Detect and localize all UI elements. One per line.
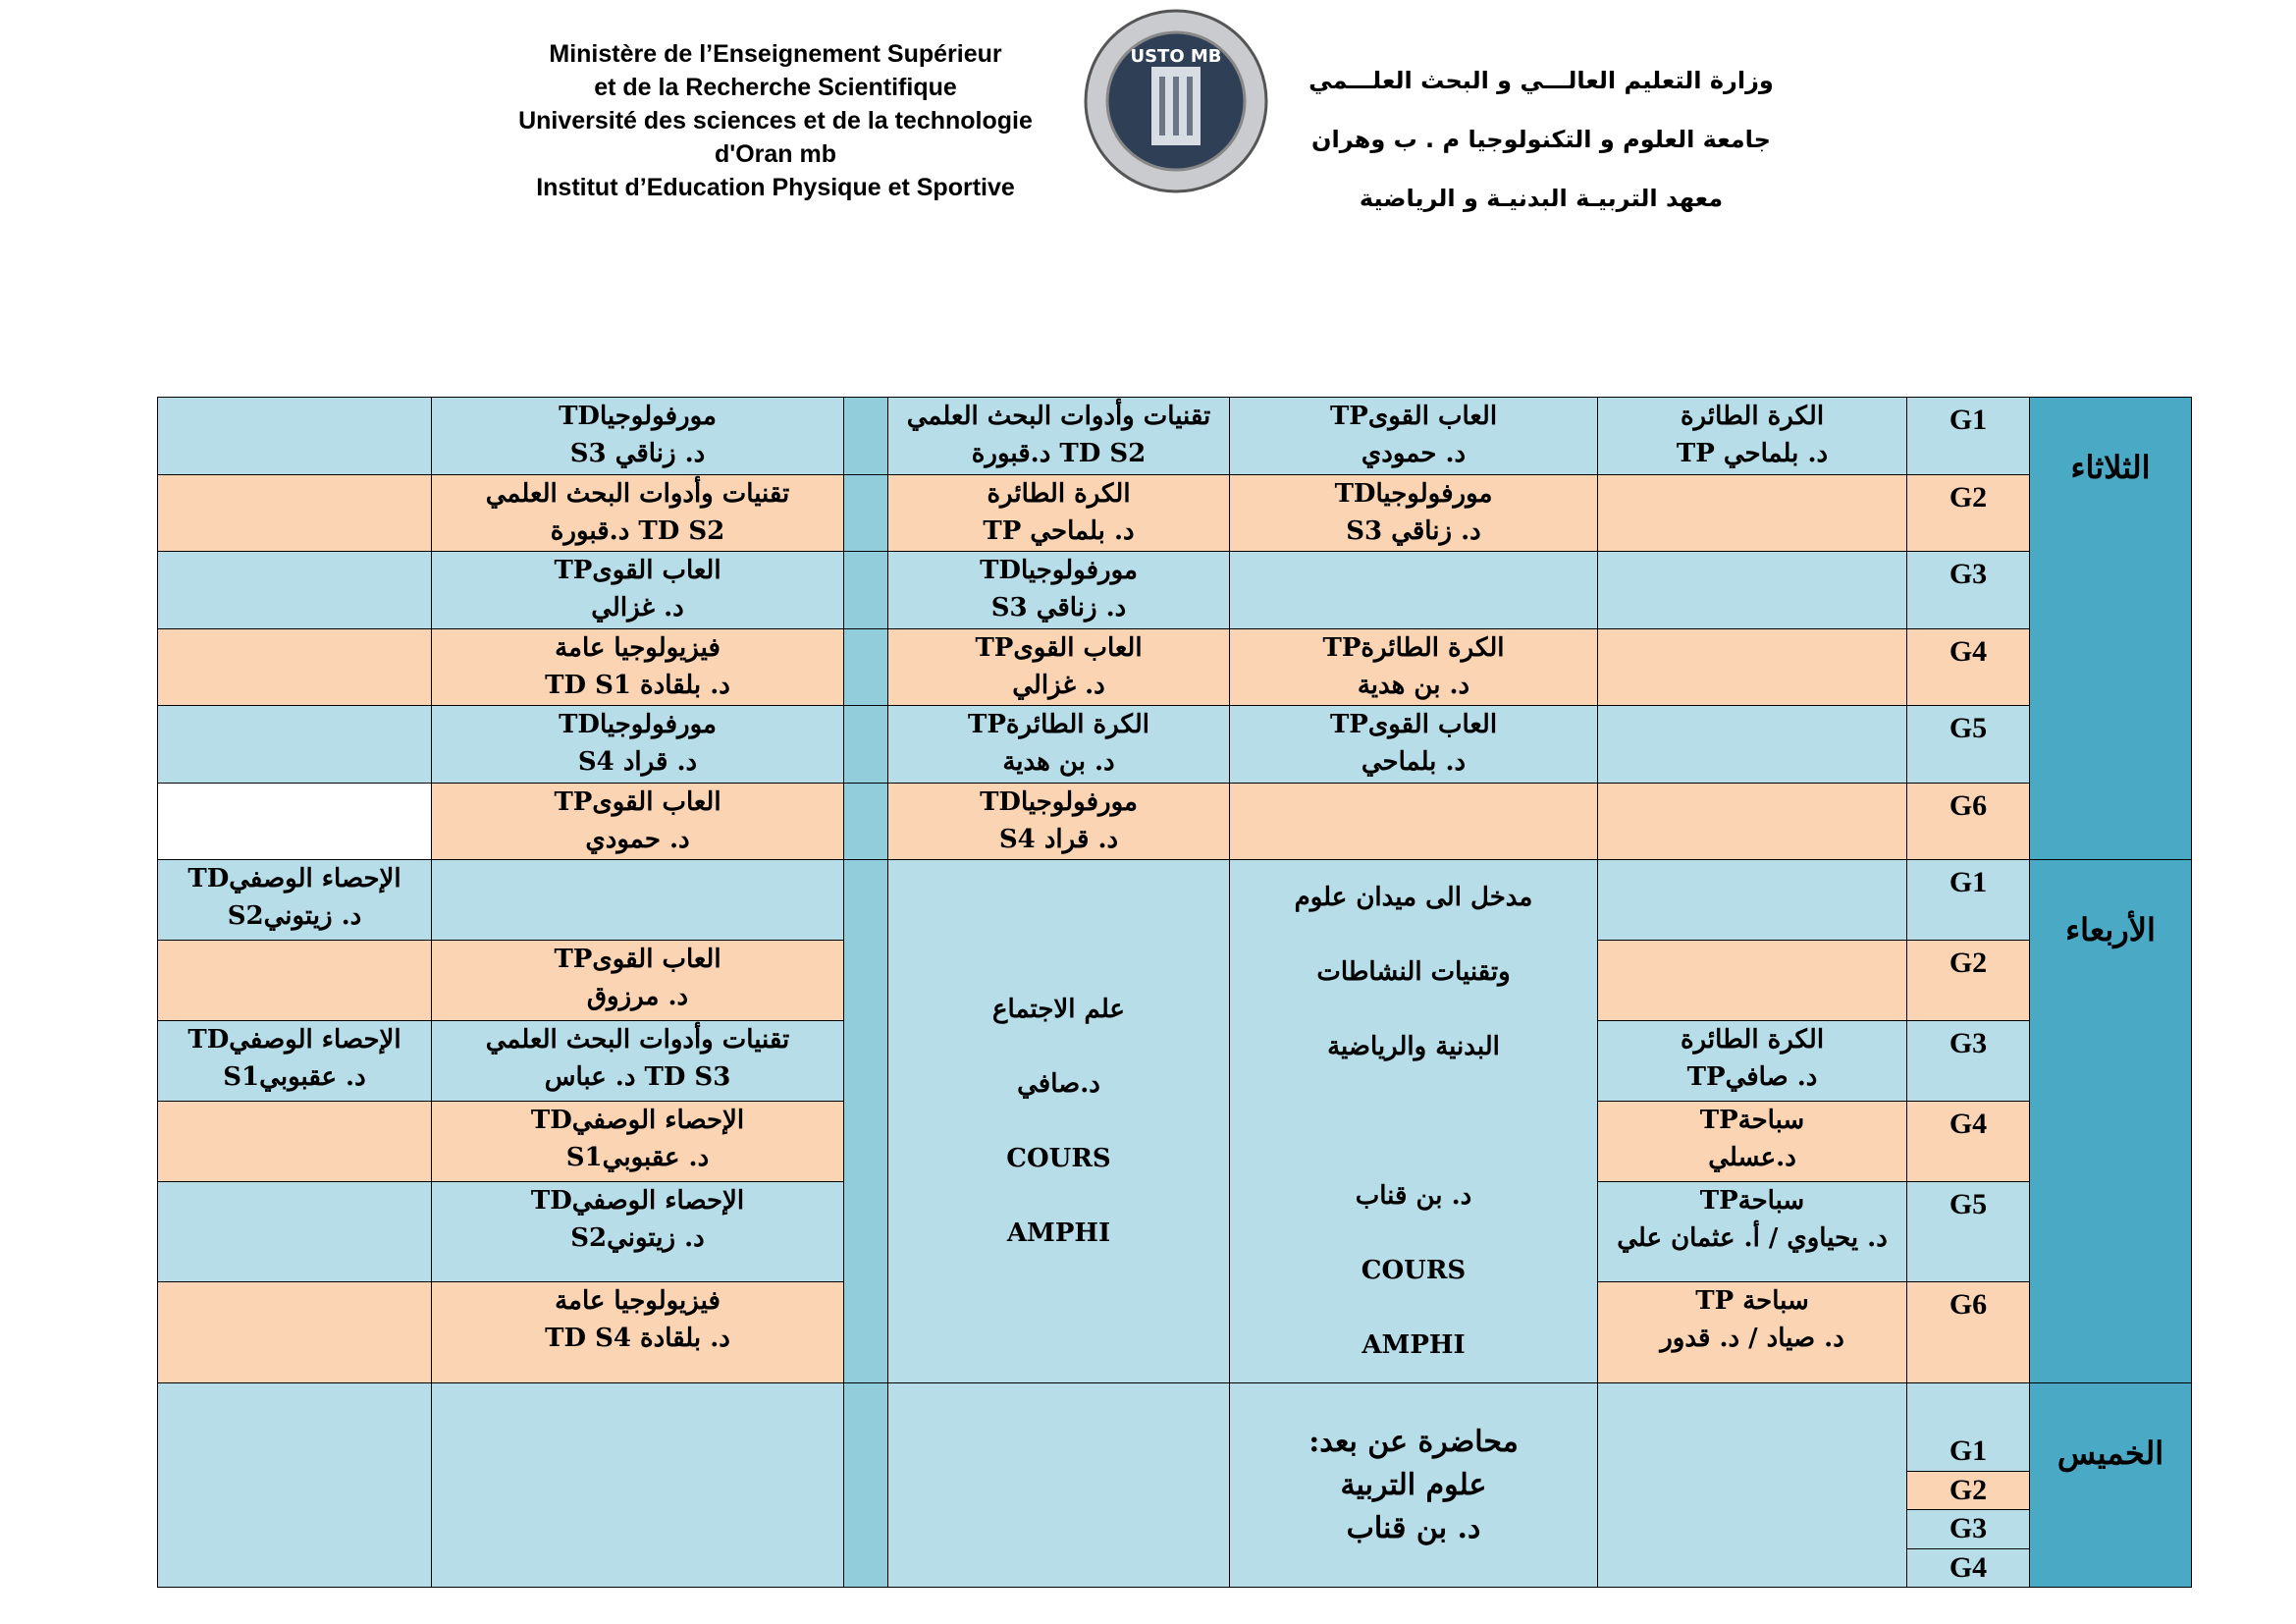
day-wednesday: الأربعاء	[2030, 860, 2192, 1383]
table-row	[158, 706, 2192, 784]
header-fr-line-2: et de la Recherche Scientifique	[594, 74, 957, 101]
cell-line: د. عقبوبيS1	[223, 1062, 366, 1092]
separator-cell	[844, 398, 888, 475]
cell-line: TD S2 د.قبورة	[971, 439, 1147, 468]
cell-line: محاضرة عن بعد:	[1308, 1424, 1519, 1459]
schedule-cell	[888, 398, 1230, 475]
schedule-cell	[1598, 474, 1907, 552]
cell-line: TD S2 د.قبورة	[550, 515, 725, 546]
separator-cell	[844, 783, 888, 860]
day-thursday: الخميس	[2030, 1383, 2192, 1588]
table-row	[158, 1383, 2192, 1588]
cell-line: علوم التربية	[1340, 1467, 1487, 1502]
schedule-cell	[1230, 398, 1598, 475]
schedule-cell	[158, 628, 432, 706]
cell-line: مدخل الى ميدان علوم	[1294, 883, 1533, 912]
cell-line: د. زيتونيS2	[570, 1223, 705, 1253]
schedule-cell	[888, 628, 1230, 706]
cell-line: فيزيولوجيا عامة	[555, 1285, 721, 1316]
separator-cell	[844, 1383, 888, 1588]
cell-line: البدنية والرياضية	[1327, 1032, 1500, 1061]
header-arabic	[1296, 51, 1787, 228]
group-label: G4	[1907, 1549, 2029, 1588]
cell-line: العاب القوىTP	[1329, 402, 1498, 431]
group-label: G3	[1907, 1021, 2030, 1102]
cell-line: تقنيات وأدوات البحث العلمي	[485, 478, 790, 509]
group-label: G4	[1907, 1102, 2030, 1182]
separator-cell	[844, 860, 888, 1383]
table-row	[158, 474, 2192, 552]
schedule-cell	[432, 474, 844, 552]
schedule-cell	[1598, 783, 1907, 860]
schedule-cell	[1230, 628, 1598, 706]
cell-line: العاب القوىTP	[1329, 710, 1498, 739]
schedule-cell	[158, 1021, 432, 1102]
group-label: G2	[1907, 1472, 2029, 1511]
schedule-cell	[1598, 1182, 1907, 1282]
lecture-cell-sociology	[888, 860, 1230, 1383]
schedule-table	[157, 397, 2192, 1588]
cell-line: د. بن قناب	[1346, 1510, 1481, 1545]
cell-line: العاب القوىTP	[554, 556, 721, 585]
schedule-cell	[158, 474, 432, 552]
cell-line: د. بلماحي	[1361, 747, 1467, 777]
schedule-cell	[1230, 474, 1598, 552]
schedule-cell	[1598, 552, 1907, 629]
cell-line: مورفولوجياTD	[1334, 478, 1493, 509]
schedule-cell	[432, 783, 844, 860]
cell-line: مورفولوجياTD	[559, 402, 717, 431]
table-row	[158, 628, 2192, 706]
table-row	[158, 552, 2192, 629]
group-label: G6	[1907, 783, 2030, 860]
cell-line: د. بن قناب	[1355, 1181, 1472, 1211]
group-label: G3	[1907, 552, 2030, 629]
cell-line: COURS	[1006, 1144, 1111, 1173]
cell-line: الكرة الطائرة	[987, 478, 1131, 509]
schedule-cell	[158, 706, 432, 784]
schedule-cell	[1598, 628, 1907, 706]
schedule-cell	[1230, 706, 1598, 784]
cell-line: سباحة TP	[1695, 1285, 1809, 1316]
cell-line: TD S3 د. عباس	[544, 1062, 731, 1092]
group-label: G2	[1907, 941, 2030, 1021]
group-label-stack	[1907, 1383, 2030, 1588]
schedule-cell	[158, 1182, 432, 1282]
cell-line: د. بلماحي TP	[983, 515, 1135, 546]
cell-line: الإحصاء الوصفيTD	[530, 1106, 745, 1135]
schedule-cell	[432, 398, 844, 475]
cell-line: العاب القوىTP	[554, 945, 721, 974]
header-fr-line-4: d'Oran mb	[714, 140, 836, 168]
cell-line	[1230, 1084, 1597, 1159]
schedule-cell	[432, 1383, 844, 1588]
schedule-cell	[432, 1182, 844, 1282]
schedule-cell	[888, 783, 1230, 860]
cell-line: د. صياد / د. قدور	[1660, 1323, 1844, 1353]
cell-line: سباحةTP	[1699, 1186, 1805, 1216]
schedule-cell	[158, 552, 432, 629]
schedule-cell	[1598, 1102, 1907, 1182]
cell-line: د. قراد S4	[998, 824, 1119, 854]
cell-line: العاب القوىTP	[554, 786, 721, 817]
header-french	[510, 37, 1041, 204]
schedule-cell	[158, 398, 432, 475]
schedule-cell	[888, 474, 1230, 552]
group-label: G2	[1907, 474, 2030, 552]
schedule-cell	[432, 1281, 844, 1382]
schedule-cell	[1598, 860, 1907, 941]
cell-line: د. صافيTP	[1686, 1062, 1818, 1092]
table-row	[158, 398, 2192, 475]
cell-line: فيزيولوجيا عامة	[555, 632, 721, 663]
cell-line: د. حمودي	[1361, 439, 1467, 468]
cell-line: COURS	[1361, 1256, 1467, 1285]
cell-line: د. يحياوي / أ. عثمان علي	[1617, 1223, 1888, 1253]
cell-line: تقنيات وأدوات البحث العلمي	[906, 402, 1211, 431]
cell-line: مورفولوجياTD	[980, 786, 1138, 817]
schedule-cell	[888, 706, 1230, 784]
group-label: G5	[1907, 1182, 2030, 1282]
schedule-cell	[158, 1102, 432, 1182]
group-label: G1	[1907, 1433, 2029, 1472]
schedule-cell	[1598, 706, 1907, 784]
schedule-cell	[888, 1383, 1230, 1588]
separator-cell	[844, 552, 888, 629]
schedule-cell	[432, 628, 844, 706]
header-fr-line-1: Ministère de l’Enseignement Supérieur	[549, 40, 1002, 68]
header-fr-line-5: Institut d’Education Physique et Sportive	[536, 174, 1015, 201]
schedule-cell	[432, 552, 844, 629]
cell-line: AMPHI	[1006, 1218, 1111, 1248]
cell-line: د. زيتونيS2	[227, 901, 362, 931]
cell-line: د. بن هدية	[1002, 747, 1115, 777]
schedule-cell	[432, 860, 844, 941]
cell-line: تقنيات وأدوات البحث العلمي	[485, 1025, 790, 1055]
cell-line: مورفولوجياTD	[980, 556, 1138, 585]
cell-line: د. زناقي S3	[990, 593, 1127, 623]
schedule-cell	[888, 552, 1230, 629]
cell-line: الكرة الطائرةTP	[1322, 632, 1505, 663]
remote-lecture-cell	[1230, 1383, 1598, 1588]
cell-line: الإحصاء الوصفيTD	[187, 864, 401, 893]
cell-line: د. غزالي	[591, 593, 684, 623]
cell-line: د. مرزوق	[586, 982, 689, 1011]
group-label: G4	[1907, 628, 2030, 706]
cell-line: د. بلقادة TD S1	[545, 670, 730, 700]
separator-cell	[844, 628, 888, 706]
cell-line: د. عقبوبيS1	[565, 1143, 710, 1172]
cell-line: الإحصاء الوصفيTD	[187, 1025, 401, 1055]
group-label: G1	[1907, 398, 2030, 475]
schedule-cell	[1230, 783, 1598, 860]
cell-line: الإحصاء الوصفيTD	[530, 1186, 745, 1216]
header-ar-line-3: معهد التربيـة البدنيـة و الرياضية	[1359, 185, 1724, 212]
lecture-cell-intro	[1230, 860, 1598, 1383]
separator-cell	[844, 706, 888, 784]
university-logo	[1083, 8, 1269, 194]
cell-line: د. غزالي	[1012, 670, 1105, 700]
cell-line: د. بن هدية	[1357, 670, 1470, 700]
schedule-cell	[1598, 941, 1907, 1021]
cell-line: العاب القوىTP	[975, 632, 1143, 663]
separator-cell	[844, 474, 888, 552]
schedule-cell	[1598, 1383, 1907, 1588]
cell-line: د. حمودي	[585, 824, 690, 854]
cell-line: مورفولوجياTD	[559, 710, 717, 739]
logo-text: USTO MB	[1130, 46, 1222, 67]
header-ar-line-2: جامعة العلوم و التكنولوجيا م . ب وهران	[1311, 126, 1771, 153]
table-row	[158, 783, 2192, 860]
group-label: G6	[1907, 1281, 2030, 1382]
cell-line: د. زناقي S3	[569, 439, 706, 468]
cell-line: الكرة الطائرة	[1680, 402, 1825, 431]
schedule-cell	[1598, 1021, 1907, 1102]
day-tuesday: الثلاثاء	[2030, 398, 2192, 860]
group-label: G1	[1907, 860, 2030, 941]
table-row	[158, 860, 2192, 941]
cell-line: AMPHI	[1362, 1330, 1466, 1360]
cell-line: وتقنيات النشاطات	[1316, 957, 1511, 987]
schedule-cell	[432, 706, 844, 784]
schedule-cell	[432, 1102, 844, 1182]
schedule-cell	[158, 783, 432, 860]
cell-line: الكرة الطائرة	[1680, 1025, 1825, 1055]
schedule-cell	[1598, 1281, 1907, 1382]
schedule-cell	[158, 1383, 432, 1588]
cell-line: د. بلقادة TD S4	[545, 1323, 730, 1353]
cell-line: د. بلماحي TP	[1676, 439, 1829, 468]
header-ar-line-1: وزارة التعليم العالـــي و البحث العلـــمي	[1308, 67, 1774, 94]
cell-line: د. قراد S4	[577, 747, 698, 777]
cell-line: سباحةTP	[1699, 1106, 1805, 1135]
schedule-cell	[158, 1281, 432, 1382]
schedule-cell	[158, 860, 432, 941]
schedule-cell	[432, 941, 844, 1021]
schedule-cell	[158, 941, 432, 1021]
group-label: G3	[1907, 1510, 2029, 1549]
cell-line: د.عسلي	[1708, 1143, 1796, 1172]
schedule-cell	[1598, 398, 1907, 475]
cell-line: علم الاجتماع	[992, 995, 1125, 1024]
cell-line: د.صافي	[1017, 1069, 1100, 1099]
group-label: G5	[1907, 706, 2030, 784]
header-fr-line-3: Université des sciences et de la technologie	[518, 107, 1033, 135]
cell-line: الكرة الطائرةTP	[967, 710, 1150, 739]
cell-line: د. زناقي S3	[1346, 515, 1481, 546]
schedule-cell	[432, 1021, 844, 1102]
schedule-cell	[1230, 552, 1598, 629]
